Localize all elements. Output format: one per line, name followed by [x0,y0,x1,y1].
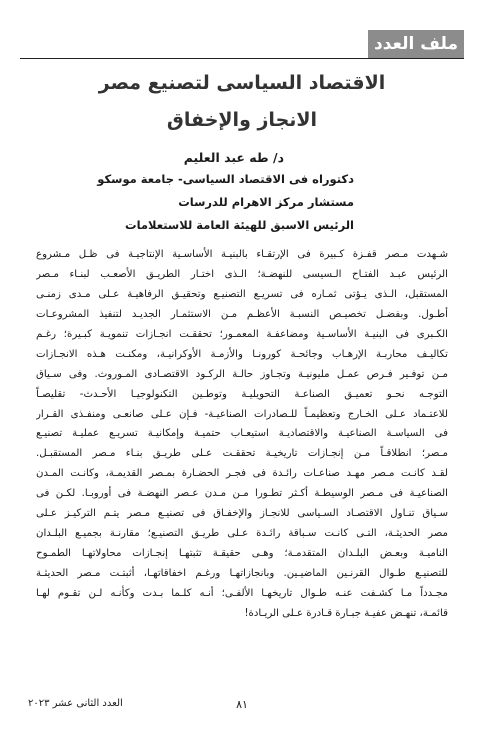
author-name: د/ طه عبد العليم [183,150,284,165]
author-credential: دكتوراه فى الاقتصاد السياسى- جامعة موسكو [97,172,354,186]
body-line: التوجـه نحـو تعميـق الصناعـة التحويليـة وتوطـين التكنولوجيـا الأحـدث- تقليصـاً [36,388,448,400]
body-line: سـياق تنـاول الاقتصـاد السـياسى للانجـاز والإخفـاق فى تصنيـع مـصر يتـم التركيـز عـلى [36,508,448,520]
body-line: شـهدت مـصر قفـزة كـبيرة فى الإرتقـاء بالبنيـة الأساسـية الإنتاجيـة فى ظـل مـشروع [36,249,448,260]
body-line: الناميـة وبعـض البلـدان المتقدمـة؛ وهـى حقيقـة تثبتهـا إنجـازات محاولاتهـا الطمـوح [36,548,448,560]
article-title-line1: الاقتصاد السياسى لتصنيع مصر [98,72,386,94]
section-header [20,30,464,59]
body-line: للتصنيـع طـوال القرنـين الماضيـين. وبانجازاتهـا ورغـم اخفاقاتهـا، أثبتـت مـصر الحديثـة [36,568,448,579]
body-line: الرئيس عبـد الفتـاح الـسيسى للنهضـة؛ الـذى اختـار الطريـق الأصعـب لبنـاء مـصر [36,268,448,280]
article-title-line2: الانجاز والإخفاق [166,109,318,131]
body-line: مـصر؛ انطلاقـاً مـن إنجـازات تاريخيـة تحققـت عـلى طريـق بنـاء مـصر المستقبـل. [36,448,448,460]
body-line: مجـدداً مـا كشـفت عنـه طـوال تاريخهـا الألفـى؛ أنـه كلـما بـدت وكأنـه لـن تقـوم لهـا [36,587,448,599]
article-body [36,245,448,624]
body-line: تكاليـف محاربـة الإرهـاب وجائحـة كورونـا والأزمـة الأوكرانيـة، ومكنـت هـذه الانجـازات [36,348,448,360]
body-line: مصر الحديثـة، التـى كانـت سـباقة رائـدة عـلى طريـق التصنيـع؛ مقارنـة بجميـع البلـدان [36,528,448,540]
body-line: مـن توفـير فـرص عمـل مليونيـة وتجـاوز حالـة الركـود الاقتصـادى المـوروث. وفى سـياق [36,368,448,380]
body-line: لقـد كانـت مـصر مهـد صناعـات رائـدة فى فجـر الحضـارة بمـصر القديمـة، وكانـت المـدن [36,468,448,480]
body-line: الكـبرى فى البنيـة الأساسـية ومضاعفـة المعمـور؛ تحققـت انجـازات تنمويـة كبـيرة؛ رغـم [36,328,448,340]
author-position: مستشار مركز الاهرام للدرسات [178,195,354,209]
body-line: أطـول. وبفضـل تخصيـص النسبـة الأعظـم مـن الاستثمـار الجديـد لتنفيذ المشروعـات [36,308,448,320]
section-badge: ملف العدد [368,30,464,58]
body-line: للاعتـماد عـلى الخـارج وتعظيمـاً للـصادرات الصناعيـة- فـإن عـلى صانعـى ومنفـذى القـرار [36,408,448,420]
body-line: المستقبل، الـذى يـؤتى ثمـاره فى تسريـع التصنيـع وتحقيـق الرفاهيـة عـلى مـدى زمنـى [36,288,448,300]
author-former-position: الرئيس الاسبق للهيئة العامة للاستعلامات [125,218,354,232]
body-line: الصناعيـة فى مـصر الوسيطـة أكـثر تطـورا مـن مـدن عـصر النهضـة فى أوروبـا. لكـن فى [36,488,448,500]
body-line: قائمـة، تنهـض عفيـة جبـارة قـادرة عـلى الريـادة! [244,607,448,619]
body-line: فى السياسـة الصناعيـة والاقتصاديـة استيعـاب حتميـة وإمكانيـة تسريـع عمليـة تصنيـع [36,428,448,440]
issue-label: العدد الثانى عشر ٢٠٢٣ [28,698,123,709]
page-number: ٨١ [236,698,248,711]
